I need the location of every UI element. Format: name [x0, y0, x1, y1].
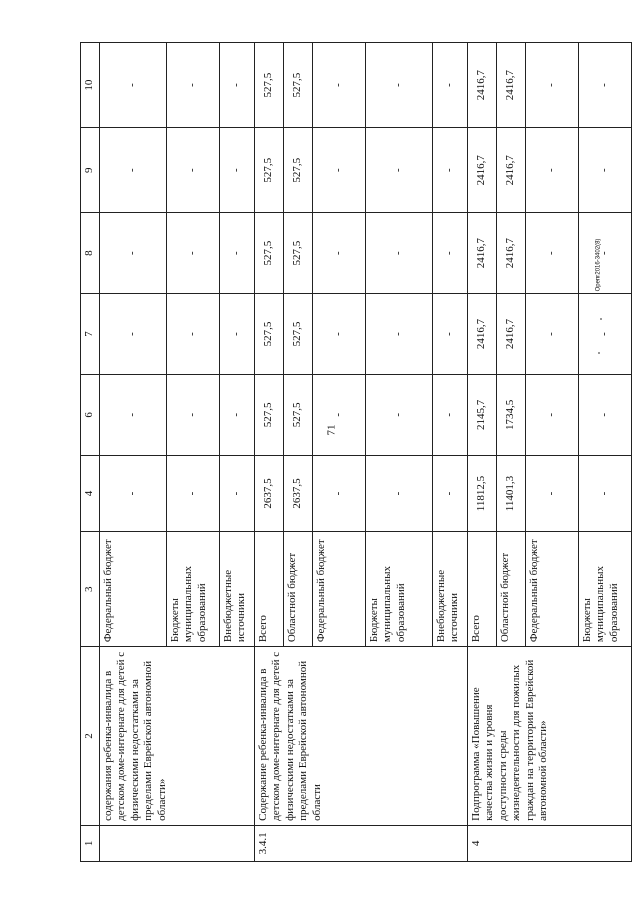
column-header: 6: [81, 374, 100, 455]
amount-cell: 2637,5: [284, 455, 313, 532]
amount-cell: -: [100, 128, 167, 213]
amount-cell: 527,5: [284, 128, 313, 213]
amount-cell: -: [579, 455, 632, 532]
amount-cell: -: [313, 374, 366, 455]
amount-cell: 527,5: [255, 43, 284, 128]
column-header: 8: [81, 213, 100, 294]
amount-cell: 527,5: [284, 213, 313, 294]
amount-cell: -: [366, 128, 433, 213]
amount-cell: -: [526, 213, 579, 294]
amount-cell: -: [313, 455, 366, 532]
section-name: Содержание ребенка-инвалида в детском доме-интернате для детей с физическими недостатками за пределами Еврейской автономной области: [255, 647, 468, 826]
amount-cell: -: [167, 294, 220, 375]
section-code: 4: [468, 825, 632, 861]
section-name: содержания ребенка-инвалида в детском доме-интернате для детей с физическими недостатками за пределами Еврейской автономной области»: [100, 647, 255, 826]
amount-cell: -: [433, 294, 468, 375]
amount-cell: 2416,7: [497, 128, 526, 213]
amount-cell: -: [433, 213, 468, 294]
amount-cell: -: [433, 374, 468, 455]
table-row: [468, 43, 497, 862]
amount-cell: 2416,7: [497, 43, 526, 128]
column-header: 9: [81, 128, 100, 213]
column-header: 1: [81, 825, 100, 861]
amount-cell: -: [313, 43, 366, 128]
funding-source: Областной бюджет: [497, 532, 526, 647]
amount-cell: -: [526, 294, 579, 375]
amount-cell: -: [579, 374, 632, 455]
funding-source: Бюджеты муниципальных образований: [167, 532, 220, 647]
amount-cell: -: [366, 43, 433, 128]
amount-cell: 2416,7: [468, 128, 497, 213]
section-code: [100, 825, 255, 861]
amount-cell: -: [526, 128, 579, 213]
budget-table: [80, 42, 632, 862]
amount-cell: 527,5: [284, 43, 313, 128]
amount-cell: -: [220, 128, 255, 213]
amount-cell: -: [220, 43, 255, 128]
amount-cell: -: [220, 294, 255, 375]
amount-cell: -: [579, 294, 632, 375]
amount-cell: 2416,7: [468, 43, 497, 128]
amount-cell: -: [366, 455, 433, 532]
amount-cell: -: [167, 455, 220, 532]
amount-cell: -: [579, 213, 632, 294]
funding-source: Областной бюджет: [284, 532, 313, 647]
amount-cell: 527,5: [284, 374, 313, 455]
amount-cell: -: [313, 213, 366, 294]
table-row: [100, 43, 167, 862]
funding-source: Федеральный бюджет: [313, 532, 366, 647]
funding-source: Внебюджетные источники: [433, 532, 468, 647]
amount-cell: 1734,5: [497, 374, 526, 455]
amount-cell: 11812,5: [468, 455, 497, 532]
column-header: 10: [81, 43, 100, 128]
amount-cell: 527,5: [255, 128, 284, 213]
amount-cell: -: [100, 43, 167, 128]
amount-cell: 2416,7: [497, 294, 526, 375]
amount-cell: -: [100, 213, 167, 294]
amount-cell: -: [100, 455, 167, 532]
funding-source: Всего: [468, 532, 497, 647]
funding-source: Всего: [255, 532, 284, 647]
amount-cell: -: [167, 374, 220, 455]
amount-cell: -: [313, 294, 366, 375]
column-header: 2: [81, 647, 100, 826]
amount-cell: 527,5: [255, 294, 284, 375]
amount-cell: -: [167, 43, 220, 128]
page-number: 71: [325, 424, 338, 436]
amount-cell: -: [433, 128, 468, 213]
amount-cell: -: [526, 43, 579, 128]
amount-cell: -: [167, 213, 220, 294]
amount-cell: -: [366, 374, 433, 455]
funding-source: Федеральный бюджет: [526, 532, 579, 647]
amount-cell: 527,5: [255, 374, 284, 455]
amount-cell: -: [100, 374, 167, 455]
amount-cell: 2416,7: [497, 213, 526, 294]
amount-cell: -: [167, 128, 220, 213]
header-row: [81, 43, 100, 862]
amount-cell: -: [366, 294, 433, 375]
amount-cell: -: [526, 374, 579, 455]
amount-cell: 527,5: [255, 213, 284, 294]
amount-cell: 527,5: [284, 294, 313, 375]
amount-cell: -: [433, 455, 468, 532]
section-code: 3.4.1: [255, 825, 468, 861]
funding-source: Внебюджетные источники: [220, 532, 255, 647]
amount-cell: -: [313, 128, 366, 213]
column-header: 3: [81, 532, 100, 647]
amount-cell: -: [220, 213, 255, 294]
document-code: Орепг2016-3402(8): [595, 238, 602, 292]
funding-source: Федеральный бюджет: [100, 532, 167, 647]
funding-source: Бюджеты муниципальных образований: [579, 532, 632, 647]
amount-cell: -: [220, 374, 255, 455]
column-header: 7: [81, 294, 100, 375]
amount-cell: 2637,5: [255, 455, 284, 532]
amount-cell: 2416,7: [468, 294, 497, 375]
amount-cell: 11401,3: [497, 455, 526, 532]
section-name: Подпрограмма «Повышение качества жизни и уровня доступности среды жизнедеятельности для пожилых граждан на территории Еврейской автономной области»: [468, 647, 632, 826]
funding-source: Бюджеты муниципальных образований: [366, 532, 433, 647]
amount-cell: -: [220, 455, 255, 532]
amount-cell: -: [526, 455, 579, 532]
table-row: [255, 43, 284, 862]
amount-cell: 2145,7: [468, 374, 497, 455]
amount-cell: -: [366, 213, 433, 294]
amount-cell: -: [433, 43, 468, 128]
amount-cell: -: [579, 128, 632, 213]
amount-cell: -: [100, 294, 167, 375]
amount-cell: -: [579, 43, 632, 128]
column-header: 4: [81, 455, 100, 532]
amount-cell: 2416,7: [468, 213, 497, 294]
